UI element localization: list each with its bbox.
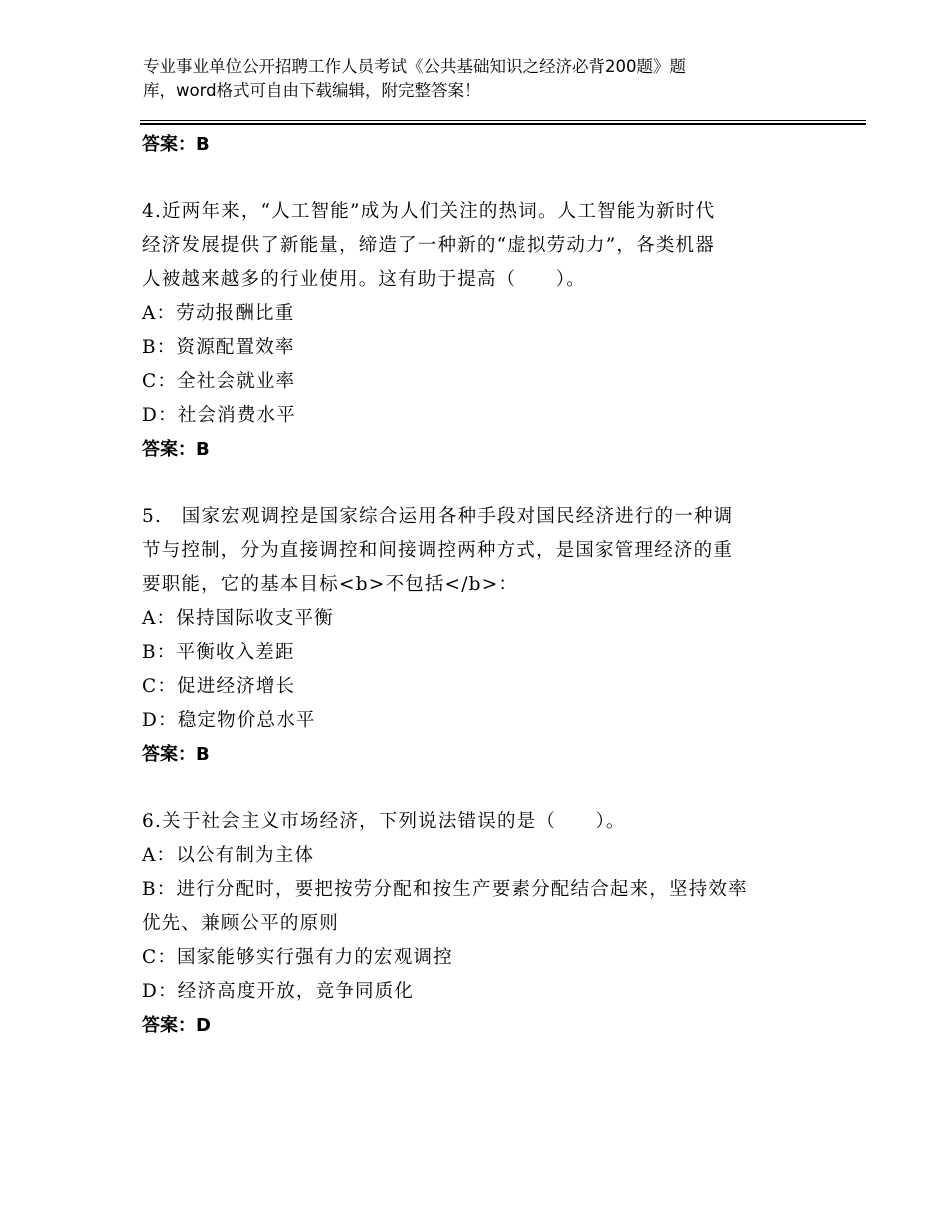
answer-option: D：社会消费水平	[142, 405, 296, 426]
answer-option: B：进行分配时，要把按劳分配和按生产要素分配结合起来，坚持效率	[142, 879, 748, 900]
question-stem-line: 5. 国家宏观调控是国家综合运用各种手段对国民经济进行的一种调	[142, 506, 734, 527]
question-stem-line: 6.关于社会主义市场经济，下列说法错误的是（ ）。	[142, 811, 626, 832]
answer-option: A：保持国际收支平衡	[142, 608, 334, 629]
question-stem-line: 要职能，它的基本目标<b>不包括</b>：	[142, 574, 519, 595]
answer-option: D：经济高度开放，竞争同质化	[142, 981, 415, 1002]
answer-option: 优先、兼顾公平的原则	[142, 913, 340, 934]
answer-key: 答案：B	[142, 744, 210, 765]
question-stem-line: 经济发展提供了新能量，缔造了一种新的“虚拟劳动力”，各类机器	[142, 235, 715, 256]
document-body	[142, 128, 812, 1043]
question-stem-line: 人被越来越多的行业使用。这有助于提高（ ）。	[142, 269, 586, 290]
answer-option: C：全社会就业率	[142, 371, 296, 392]
question-stem-line: 4.近两年来，“人工智能”成为人们关注的热词。人工智能为新时代	[142, 201, 716, 222]
question-block	[142, 500, 812, 772]
answer-option: D：稳定物价总水平	[142, 710, 316, 731]
answer-option: A：以公有制为主体	[142, 845, 315, 866]
answer-key: 答案：B	[142, 439, 210, 460]
question-block	[142, 805, 812, 1043]
answer-option: B：资源配置效率	[142, 337, 295, 358]
document-header	[143, 55, 843, 103]
answer-option: C：促进经济增长	[142, 676, 296, 697]
question-list	[142, 195, 812, 1043]
question-block	[142, 195, 812, 467]
answer-key: 答案：D	[142, 1015, 211, 1036]
header-line-2: 库，word格式可自由下载编辑，附完整答案！	[143, 81, 481, 100]
answer-previous: 答案：B	[142, 134, 210, 155]
header-divider	[140, 120, 866, 125]
answer-option: C：国家能够实行强有力的宏观调控	[142, 947, 453, 968]
answer-option: B：平衡收入差距	[142, 642, 295, 663]
question-stem-line: 节与控制，分为直接调控和间接调控两种方式，是国家管理经济的重	[142, 540, 734, 561]
header-line-1: 专业事业单位公开招聘工作人员考试《公共基础知识之经济必背200题》题	[143, 57, 686, 76]
answer-option: A：劳动报酬比重	[142, 303, 295, 324]
